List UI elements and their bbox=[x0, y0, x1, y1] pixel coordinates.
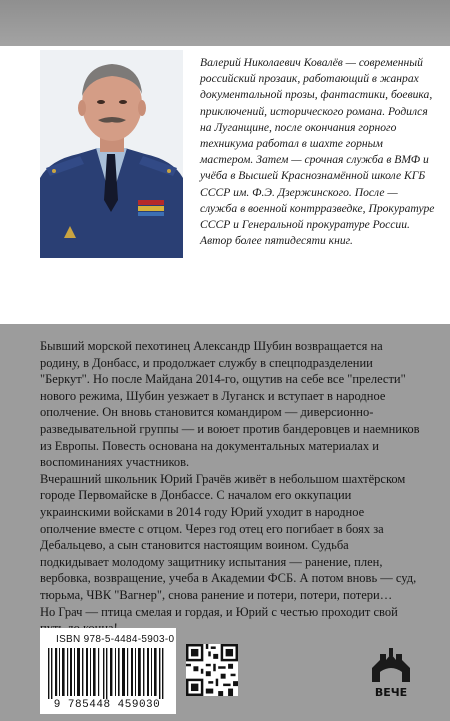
cover-top-strip bbox=[0, 0, 450, 46]
barcode-icon bbox=[46, 648, 170, 700]
author-photo-illustration bbox=[40, 50, 183, 258]
isbn-label: ISBN 978-5-4484-5903-0 bbox=[56, 634, 175, 645]
author-bio bbox=[200, 55, 436, 249]
author-panel bbox=[0, 46, 450, 324]
author-bio-text: Валерий Николаевич Ковалёв — современный российский прозаик, работающий в жанрах документальной прозы, фантастики, боевика, приключений, исторического романа. Родился на Луганщине, после окончания горного техникума работал в шахте горным мастером. Затем — срочная служба в ВМФ и учёба в Высшей Краснознамённой школе КГБ СССР им. Ф.Э. Дзержинского. После — служба в военной контрразведке, Прокуратуре СССР и Генеральной прокуратуре России. Автор более пятидесяти книг. bbox=[200, 56, 435, 248]
qr-code-icon bbox=[186, 644, 238, 696]
barcode-box bbox=[40, 628, 176, 714]
barcode-number: 9 785448 459030 bbox=[43, 699, 171, 711]
book-synopsis bbox=[40, 338, 420, 637]
synopsis-paragraph-3: Но Грач — птица смелая и гордая, и Юрий с честью проходит свой bbox=[40, 604, 398, 619]
synopsis-paragraph-2: Вчерашний школьник Юрий Грачёв живёт в небольшом шахтёрском городе Первомайске в Донбассе. С началом его оккупации украинскими войсками в 2014 году Юрий уходит в народное ополчение вместе с отцом. Через год отец его погибает в боях за Дебальцево, а сын становится настоящим воином. Судьба подкидывает молодому защитнику испытания — ранение, плен, вербовка, возвращение, учеба в Академии ФСБ. А потом вновь — суд, тюрьма, ЧВК "Вагнер", снова ранение и потери, потери, потери… bbox=[40, 471, 417, 602]
author-portrait bbox=[40, 50, 183, 258]
publisher-name: ВЕЧЕ bbox=[374, 686, 408, 699]
synopsis-paragraph-1: Бывший морской пехотинец Александр Шубин возвращается на родину, в Донбасс, и продолжает службу в спецподразделении "Беркут". Но после Майдана 2014-го, ощутив на себе все "прелести" нового режима, Шубин уезжает в Луганск и вступает в народное ополчение. Он вновь становится командиром — диверсионно-разведывательной группы — и воюет против бандеровцев и наемников из Европы. Повесть основана на документальных материалах и воспоминаниях участников. bbox=[40, 339, 420, 470]
